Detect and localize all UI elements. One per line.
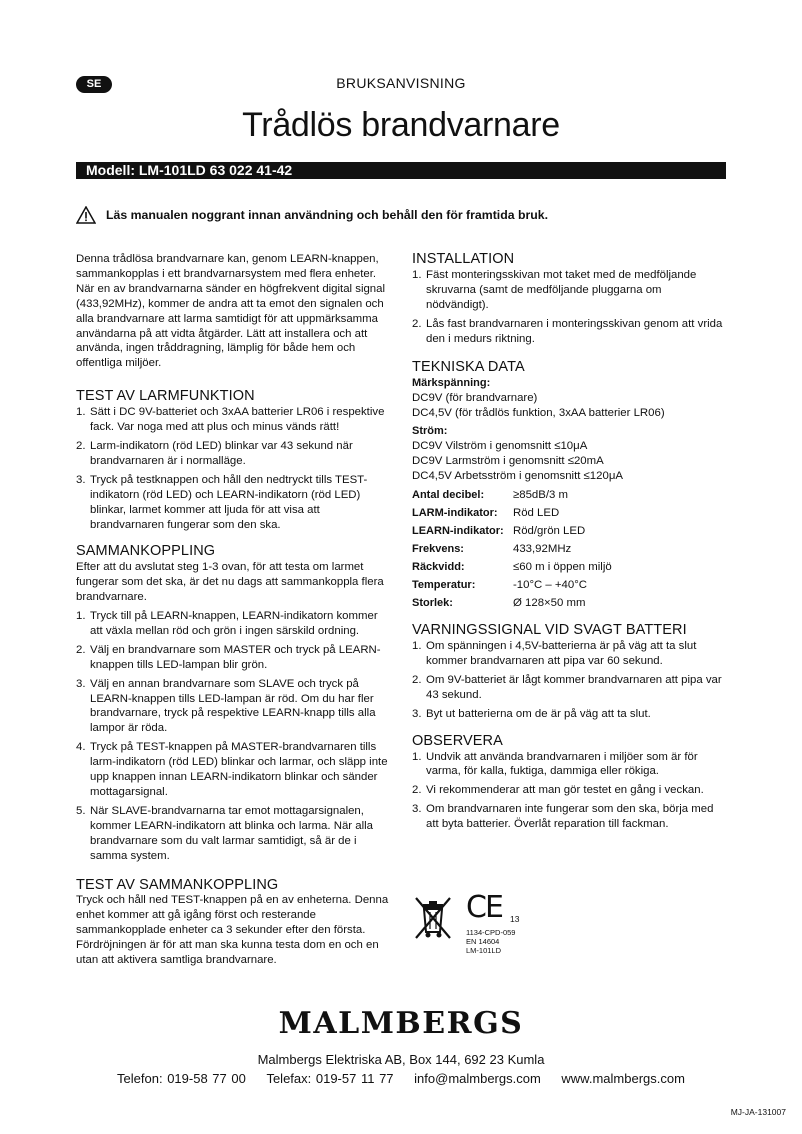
list-item: 4. Tryck på TEST-knappen på MASTER-brandvarnaren tills larm-indikatorn (röd LED) blinkar och larmar, och släpp inte upp knappen innan LEARN-indikatorn blinkar och sänder mottagarsignal.: [76, 741, 388, 798]
low-battery-list: [412, 639, 726, 722]
list-item: 1. Om spänningen i 4,5V-batterierna är på väg att ta slut kommer brandvarnaren att pipa var 60 sekund.: [412, 640, 697, 667]
left-column: [76, 252, 390, 968]
spec-table: [412, 488, 726, 611]
list-item: 3. Om brandvarnaren inte fungerar som den ska, börja med att byta batterier. Överlåt reparation till fackman.: [412, 803, 714, 831]
tech-heading: TEKNISKA DATA: [412, 359, 525, 376]
language-badge: SE: [76, 76, 112, 93]
voltage-line: DC9V (för brandvarnare): [412, 392, 538, 405]
pairing-heading: SAMMANKOPPLING: [76, 543, 216, 560]
document-code: MJ-JA-131007: [730, 1107, 786, 1117]
phone: Telefon: 019-58 77 00: [117, 1071, 246, 1086]
cert-line: EN 14604: [466, 937, 500, 946]
ce-notified-body: 13: [510, 914, 520, 924]
cert-line: LM-101LD: [466, 946, 502, 955]
test-heading: TEST AV LARMFUNKTION: [76, 388, 255, 405]
warning-notice: [76, 206, 548, 224]
voltage-line: DC4,5V (för trådlös funktion, 3xAA batterier LR06): [412, 407, 665, 420]
list-item: 1. Sätt i DC 9V-batteriet och 3xAA batterier LR06 i respektive fack. Var noga med att plus och minus vänds rätt!: [76, 406, 385, 434]
model-bar: Modell: LM-101LD 63 022 41-42: [76, 162, 726, 179]
spec-row: LARM-indikator: Röd LED: [412, 506, 560, 519]
cert-line: 1134-CPD-059: [466, 928, 516, 937]
ce-mark: CE: [466, 890, 502, 925]
page-title: Trådlös brandvarnare: [242, 106, 560, 144]
voltage-label: Märkspänning:: [412, 377, 491, 390]
notes-heading: OBSERVERA: [412, 732, 503, 749]
installation-list: [412, 268, 726, 347]
intro-text: Denna trådlösa brandvarnare kan, genom LEARN-knappen, sammankopplas i ett brandvarnarsystem med flera enheter. När en av brandvarnarna sänder en högfrekvent digital signal (433,92MHz), kommer de andra att ta emot den signalen och alla brandvarnare att larma samtidigt för att uppmärksamma användarna på att vidta åtgärder. Lätt att installera och att använda, ingen tråddragning, lämplig för både hem och offentliga miljöer.: [76, 253, 386, 370]
website-link[interactable]: www.malmbergs.com: [561, 1071, 685, 1086]
list-item: 2. Vi rekommenderar att man gör testet en gång i veckan.: [412, 784, 704, 797]
list-item: 2. Lås fast brandvarnaren i monteringsskivan genom att vrida den i medurs riktning.: [412, 317, 723, 345]
email-link[interactable]: info@malmbergs.com: [414, 1071, 541, 1086]
list-item: 3. Byt ut batterierna om de är på väg att ta slut.: [412, 707, 651, 720]
test-list: [76, 405, 390, 532]
spec-row: LEARN-indikator: Röd/grön LED: [412, 524, 586, 537]
current-line: DC9V Larmström i genomsnitt ≤20mA: [412, 454, 604, 467]
warning-text: Läs manualen noggrant innan användning och behåll den för framtida bruk.: [106, 208, 549, 222]
pairing-test-text: Tryck och håll ned TEST-knappen på en av enheterna. Denna enhet kommer att gå igång först och resterande sammankopplade enheter ca 3 sekunder efter den första. Fördröjningen är för att man ska kunna testa dom en och en utan att aktivera samtliga brandvarnare.: [76, 894, 389, 967]
company-address: Malmbergs Elektriska AB, Box 144, 692 23 Kumla: [257, 1052, 545, 1067]
list-item: 1. Tryck till på LEARN-knappen, LEARN-indikatorn kommer att växla mellan röd och grön i ingen särskild ordning.: [76, 610, 378, 637]
right-column: [412, 252, 726, 836]
brand-logo: MALMBERGS: [278, 1006, 524, 1041]
pairing-test-heading: TEST AV SAMMANKOPPLING: [76, 876, 279, 893]
document-type: BRUKSANVISNING: [336, 75, 466, 91]
spec-row: Räckvidd: ≤60 m i öppen miljö: [412, 561, 612, 574]
current-label: Ström:: [412, 425, 448, 438]
list-item: 2. Om 9V-batteriet är lågt kommer brandvarnaren att pipa var 43 sekund.: [412, 673, 722, 701]
list-item: 3. Välj en annan brandvarnare som SLAVE och tryck på LEARN-knappen tills LED-lampan är röd. Om du har fler brandvarnare, tryck på respektive LEARN-knapp tills alla lampor är röda.: [76, 677, 376, 735]
list-item: 2. Välj en brandvarnare som MASTER och tryck på LEARN-knappen tills LED-lampan blir grön.: [76, 643, 381, 671]
spec-row: Frekvens: 433,92MHz: [412, 542, 572, 555]
spec-row: Antal decibel: ≥85dB/3 m: [412, 488, 569, 501]
list-item: 2. Larm-indikatorn (röd LED) blinkar var 43 sekund när brandvarnaren är i normalläge.: [76, 439, 353, 467]
current-line: DC4,5V Arbetsström i genomsnitt ≤120μA: [412, 469, 623, 482]
contact-line: [0, 1071, 802, 1086]
list-item: 1. Fäst monteringsskivan mot taket med de medföljande skruvarna (samt de medföljande pluggarna om nödvändigt).: [412, 268, 697, 311]
pairing-list: [76, 609, 390, 864]
certification-block: [412, 890, 542, 964]
pairing-intro: Efter att du avslutat steg 1-3 ovan, för att testa om larmet fungerar som det ska, är det nu dags att sammankoppla flera brandvarnare.: [76, 561, 384, 604]
spec-row: Temperatur: -10°C – +40°C: [412, 579, 588, 592]
low-battery-heading: VARNINGSSIGNAL VID SVAGT BATTERI: [412, 622, 687, 639]
warning-triangle-icon: [76, 206, 96, 224]
fax: Telefax: 019-57 11 77: [266, 1071, 394, 1086]
installation-heading: INSTALLATION: [412, 251, 515, 267]
notes-list: [412, 750, 726, 833]
list-item: 3. Tryck på testknappen och håll den nedtryckt tills TEST-indikatorn (röd LED) och LEARN-indikatorn (röd LED) blinkar, larmet kommer att ljuda för att visa att brandvarnaren fungerar som den ska.: [76, 473, 368, 531]
list-item: 1. Undvik att använda brandvarnaren i miljöer som är för varma, för kalla, fuktiga, dammiga eller rökiga.: [412, 750, 698, 778]
weee-bin-icon: [412, 894, 454, 942]
list-item: 5. När SLAVE-brandvarnarna tar emot mottagarsignalen, kommer LEARN-indikatorn att blinka och larma. När alla brandvarnare som du valt larmar samtidigt, så är de i samma system.: [76, 804, 373, 862]
current-line: DC9V Vilström i genomsnitt ≤10μA: [412, 439, 588, 452]
spec-row: Storlek: Ø 128×50 mm: [412, 597, 586, 610]
